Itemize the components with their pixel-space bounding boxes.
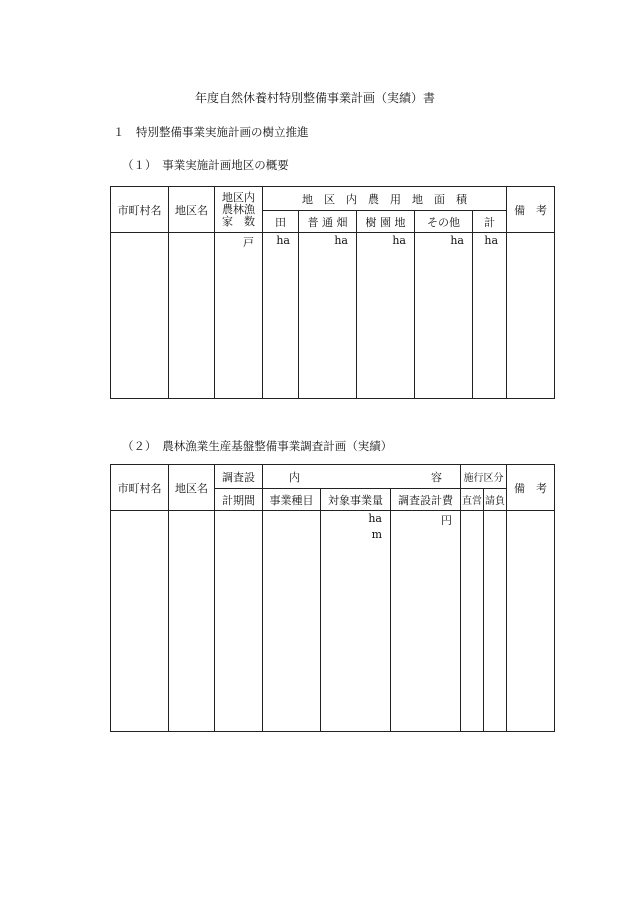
col-content-group (263, 465, 461, 489)
sub-volume: 対象事業量 (321, 489, 391, 511)
cell-remarks (507, 233, 555, 399)
unit-m: m (371, 528, 382, 541)
sub-type: 事業種目 (263, 489, 321, 511)
cell-remarks (507, 511, 555, 732)
col-households-line2: 農林漁 (222, 202, 255, 216)
unit-other: ha (415, 233, 473, 399)
document-title: 年度自然休養村特別整備事業計画（実績）書 (194, 91, 435, 105)
col-households-line3: 家 数 (222, 214, 255, 228)
sub-cost: 調査設計費 (391, 489, 461, 511)
col-exec: 施行区分 (461, 465, 507, 489)
col-municipality: 市町村名 (111, 187, 169, 233)
cell-contract (484, 511, 507, 732)
sub-field: 普 通 畑 (299, 211, 357, 233)
cell-type (263, 511, 321, 732)
sub-contract: 請負 (484, 489, 507, 511)
unit-total: ha (473, 233, 507, 399)
district-overview-table (110, 186, 555, 399)
col-remarks: 備 考 (507, 465, 555, 511)
unit-orchard: ha (357, 233, 415, 399)
sub-orchard: 樹 園 地 (357, 211, 415, 233)
sub-total: 計 (473, 211, 507, 233)
sub-rice: 田 (263, 211, 299, 233)
section-1-heading: １ 特別整備事業実施計画の樹立推進 (113, 125, 309, 139)
col-remarks: 備 考 (507, 187, 555, 233)
unit-field: ha (299, 233, 357, 399)
col-period-line2: 計期間 (215, 489, 263, 511)
col-households-line1: 地区内 (222, 190, 255, 204)
subsection-2-heading: （２） 農林漁業生産基盤整備事業調査計画（実績） (122, 439, 393, 453)
unit-households: 戸 (215, 233, 263, 399)
col-households (215, 187, 263, 233)
col-content-right: 容 (431, 470, 443, 484)
sub-direct: 直営 (461, 489, 484, 511)
col-municipality: 市町村名 (111, 465, 169, 511)
col-district: 地区名 (169, 187, 215, 233)
cell-district (169, 233, 215, 399)
survey-plan-table (110, 464, 555, 732)
cell-municipality (111, 511, 169, 732)
col-period-line1: 調査設 (215, 465, 263, 489)
sub-other: その他 (415, 211, 473, 233)
col-district: 地区名 (169, 465, 215, 511)
subsection-1-heading: （１） 事業実施計画地区の概要 (122, 158, 289, 172)
cell-volume (321, 511, 391, 732)
unit-ha: ha (368, 512, 382, 525)
cell-direct (461, 511, 484, 732)
cell-district (169, 511, 215, 732)
unit-rice: ha (263, 233, 299, 399)
cell-municipality (111, 233, 169, 399)
col-area-group: 地 区 内 農 用 地 面 積 (263, 187, 507, 211)
cell-period (215, 511, 263, 732)
col-content-left: 内 (289, 470, 300, 484)
unit-yen: 円 (391, 511, 461, 732)
